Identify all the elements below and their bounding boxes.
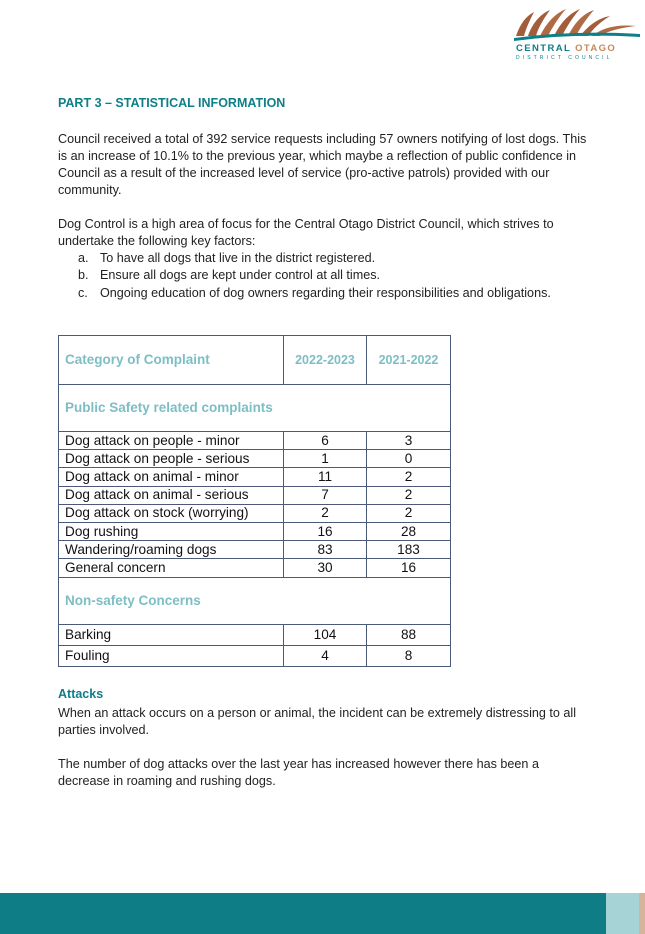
section-title-row bbox=[59, 577, 451, 624]
value-cell: 183 bbox=[367, 541, 451, 559]
value-cell: 2 bbox=[367, 468, 451, 486]
focus-paragraph: Dog Control is a high area of focus for the Central Otago District Council, which strives to undertake the following key factors: bbox=[58, 217, 554, 248]
value-cell: 2 bbox=[367, 504, 451, 522]
value-cell: 16 bbox=[284, 522, 367, 540]
mountains-icon bbox=[514, 6, 640, 42]
value-cell: 1 bbox=[284, 450, 367, 468]
list-item: c. Ongoing education of dog owners regarding their responsibilities and obligations. bbox=[78, 285, 551, 300]
table-header-row bbox=[59, 336, 451, 385]
list-item: b. Ensure all dogs are kept under control at all times. bbox=[78, 268, 381, 283]
table-row bbox=[59, 624, 451, 645]
key-factors-list bbox=[78, 250, 598, 302]
category-cell: Wandering/roaming dogs bbox=[59, 541, 284, 559]
column-header: 2021-2022 bbox=[367, 336, 451, 385]
value-cell: 7 bbox=[284, 486, 367, 504]
category-cell: Dog attack on people - minor bbox=[59, 432, 284, 450]
category-cell: Fouling bbox=[59, 645, 284, 666]
complaints-table bbox=[58, 335, 451, 667]
logo-subtitle: DISTRICT COUNCIL bbox=[516, 55, 613, 61]
council-logo bbox=[514, 6, 640, 60]
value-cell: 8 bbox=[367, 645, 451, 666]
value-cell: 104 bbox=[284, 624, 367, 645]
category-cell: Dog attack on animal - minor bbox=[59, 468, 284, 486]
footer-bar bbox=[0, 893, 606, 934]
category-cell: General concern bbox=[59, 559, 284, 577]
value-cell: 11 bbox=[284, 468, 367, 486]
value-cell: 16 bbox=[367, 559, 451, 577]
table-row bbox=[59, 504, 451, 522]
footer-accent-tan bbox=[639, 893, 645, 934]
attacks-paragraph: When an attack occurs on a person or animal, the incident can be extremely distressing to all parties involved. bbox=[58, 706, 577, 737]
list-item: a. To have all dogs that live in the district registered. bbox=[78, 251, 376, 265]
category-cell: Barking bbox=[59, 624, 284, 645]
section-title: Public Safety related complaints bbox=[59, 385, 451, 432]
table-row bbox=[59, 432, 451, 450]
value-cell: 3 bbox=[367, 432, 451, 450]
attacks-trend-paragraph: The number of dog attacks over the last year has increased however there has been a decrease in roaming and rushing dogs. bbox=[58, 757, 539, 788]
column-header: 2022-2023 bbox=[284, 336, 367, 385]
attacks-heading: Attacks bbox=[58, 687, 104, 701]
value-cell: 28 bbox=[367, 522, 451, 540]
value-cell: 2 bbox=[284, 504, 367, 522]
table-row bbox=[59, 541, 451, 559]
section-title-row bbox=[59, 385, 451, 432]
table-row bbox=[59, 468, 451, 486]
logo-name: CENTRAL OTAGO bbox=[516, 43, 617, 54]
table-row bbox=[59, 559, 451, 577]
part-heading: PART 3 – STATISTICAL INFORMATION bbox=[58, 96, 286, 110]
column-header: Category of Complaint bbox=[59, 336, 284, 385]
footer-accent-light bbox=[606, 893, 639, 934]
value-cell: 88 bbox=[367, 624, 451, 645]
table-row bbox=[59, 450, 451, 468]
value-cell: 6 bbox=[284, 432, 367, 450]
value-cell: 83 bbox=[284, 541, 367, 559]
section-title: Non-safety Concerns bbox=[59, 577, 451, 624]
value-cell: 4 bbox=[284, 645, 367, 666]
category-cell: Dog attack on stock (worrying) bbox=[59, 504, 284, 522]
table-row bbox=[59, 486, 451, 504]
category-cell: Dog attack on people - serious bbox=[59, 450, 284, 468]
intro-paragraph: Council received a total of 392 service requests including 57 owners notifying of lost dogs. This is an increase of 10.1% to the previous year, which maybe a reflection of public confidence in Council as a result of the increased level of service (pro-active patrols) provided with our community. bbox=[58, 132, 587, 197]
table-row bbox=[59, 645, 451, 666]
value-cell: 2 bbox=[367, 486, 451, 504]
table-row bbox=[59, 522, 451, 540]
value-cell: 0 bbox=[367, 450, 451, 468]
category-cell: Dog attack on animal - serious bbox=[59, 486, 284, 504]
category-cell: Dog rushing bbox=[59, 522, 284, 540]
value-cell: 30 bbox=[284, 559, 367, 577]
